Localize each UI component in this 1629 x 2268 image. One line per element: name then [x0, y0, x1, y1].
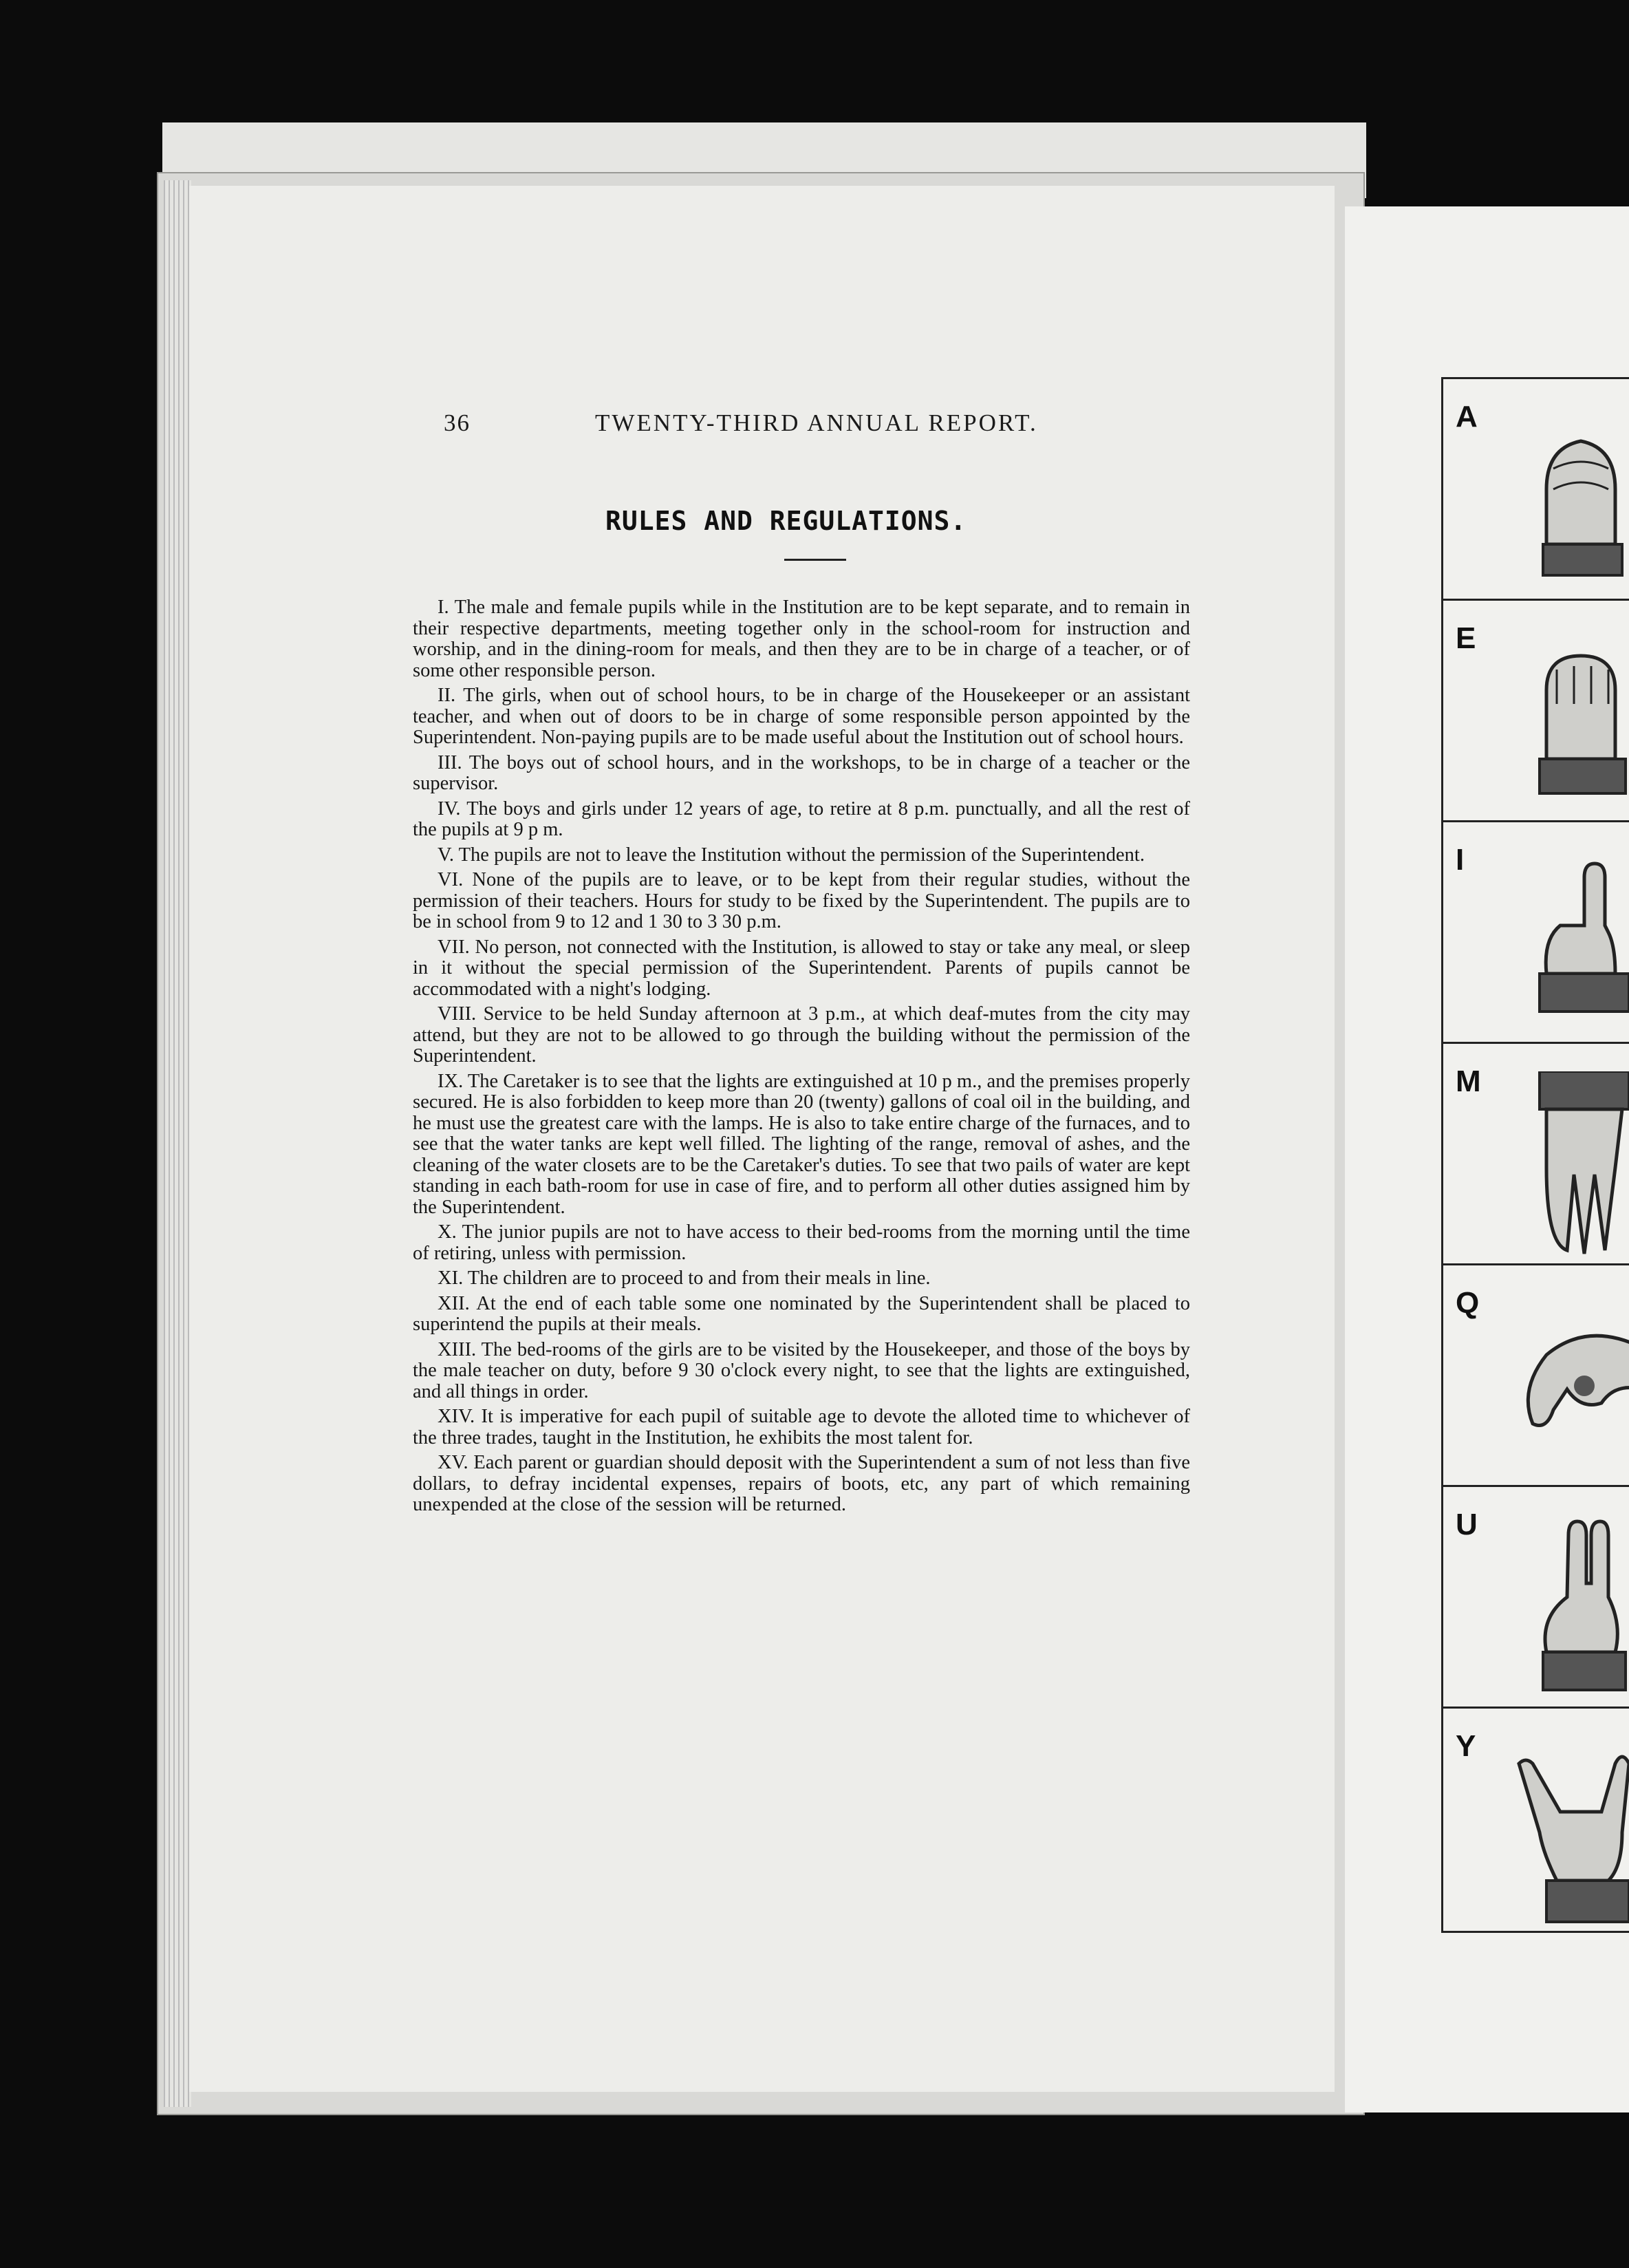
alphabet-letter: A [1456, 400, 1478, 434]
page-title: RULES AND REGULATIONS. [605, 506, 967, 536]
hand-sign-a-icon [1505, 407, 1629, 586]
alphabet-cell-m [1443, 1044, 1629, 1265]
alphabet-cell-i [1443, 822, 1629, 1044]
alphabet-letter: M [1456, 1065, 1481, 1098]
rule-9: IX. The Caretaker is to see that the lights are extinguished at 10 p m., and the premises properly secured. He is also forbidden to keep more than 20 (twenty) gallons of coal oil in the building, and he must use the greatest care with the lamps. He is also to take entire charge of the furnaces, and to see that the water tanks are kept well filled. The lighting of the range, removal of ashes, and the cleaning of the water closets are to be the Caretaker's duties. To see that two pails of water are kept standing in each bath-room for use in case of fire, and to perform all other duties assigned him by the Superintendent. [413, 1070, 1190, 1218]
alphabet-letter: Q [1456, 1286, 1480, 1320]
alphabet-cell-y [1443, 1709, 1629, 1931]
rule-15: XV. Each parent or guardian should deposit with the Superintendent a sum of not less than five dollars, to defray incidental expenses, repairs of boots, etc, any part of which remaining unexpended at the close of the session will be returned. [413, 1452, 1190, 1515]
rule-5: V. The pupils are not to leave the Institution without the permission of the Superintendent. [438, 844, 1145, 866]
rule-7: VII. No person, not connected with the Institution, is allowed to stay or take any meal, or sleep in it without the special permission of the Superintendent. Parents of pupils cannot be accommodated with a night's lodging. [413, 936, 1190, 1000]
hand-sign-m-icon [1505, 1071, 1629, 1257]
alphabet-letter: Y [1456, 1729, 1476, 1763]
rule-10: X. The junior pupils are not to have access to their bed-rooms from the morning until the time of retiring, unless with permission. [413, 1221, 1190, 1264]
rule-4: IV. The boys and girls under 12 years of age, to retire at 8 p.m. punctually, and all the rest of the pupils at 9 p m. [413, 798, 1190, 840]
alphabet-cell-a [1443, 379, 1629, 601]
page-number: 36 [444, 409, 471, 436]
rule-3: III. The boys out of school hours, and in the workshops, to be in charge of a teacher or the supervisor. [413, 751, 1190, 794]
running-head [444, 409, 1338, 451]
alphabet-letter: E [1456, 621, 1476, 655]
hand-sign-e-icon [1505, 628, 1629, 807]
rules-list [413, 597, 1190, 1520]
hand-sign-y-icon [1505, 1736, 1629, 1929]
rule-2: II. The girls, when out of school hours, to be in charge of the Housekeeper or an assistant teacher, and when out of doors to be in charge of some responsible person appointed by the Superintendent. Non-paying pupils are to be made useful about the Institution out of school hours. [413, 685, 1190, 748]
rule-12: XII. At the end of each table some one nominated by the Superintendent shall be placed to superintend the pupils at their meals. [413, 1292, 1190, 1335]
rule-6: VI. None of the pupils are to leave, or to be kept from their regular studies, without the permission of their teachers. Hours for study to be fixed by the Superintendent. The pupils are to be in school from 9 to 12 and 1 30 to 3 30 p.m. [413, 869, 1190, 932]
title-rule [784, 559, 846, 561]
rule-8: VIII. Service to be held Sunday afternoon at 3 p.m., at which deaf-mutes from the city may attend, but they are not to be allowed to go through the building without the permission of the Superintendent. [413, 1003, 1190, 1067]
rule-14: XIV. It is imperative for each pupil of suitable age to devote the alloted time to whichever of the three trades, taught in the Institution, he exhibits the most talent for. [413, 1406, 1190, 1448]
page-edge-lines [164, 180, 191, 2107]
running-title: TWENTY-THIRD ANNUAL REPORT. [595, 409, 1038, 436]
alphabet-letter: I [1456, 843, 1465, 877]
alphabet-letter: U [1456, 1508, 1478, 1541]
rule-1: I. The male and female pupils while in the Institution are to be kept separate, and to remain in their respective departments, meeting together only in the school-room for instruction and worship, and in the dining-room for meals, and then they are to be in charge of a teacher, or of some other responsible person. [413, 597, 1190, 681]
hand-sign-i-icon [1505, 850, 1629, 1029]
alphabet-cell-q [1443, 1265, 1629, 1487]
rule-11: XI. The children are to proceed to and from their meals in line. [438, 1267, 931, 1289]
rule-13: XIII. The bed-rooms of the girls are to be visited by the Housekeeper, and those of the boys by the male teacher on duty, before 9 30 o'clock every night, to see that the lights are extinguished, and all things in order. [413, 1338, 1190, 1402]
hand-sign-q-icon [1505, 1293, 1629, 1458]
manual-alphabet-chart [1441, 377, 1629, 1933]
alphabet-cell-e [1443, 601, 1629, 822]
alphabet-cell-u [1443, 1487, 1629, 1709]
hand-sign-u-icon [1505, 1515, 1629, 1700]
